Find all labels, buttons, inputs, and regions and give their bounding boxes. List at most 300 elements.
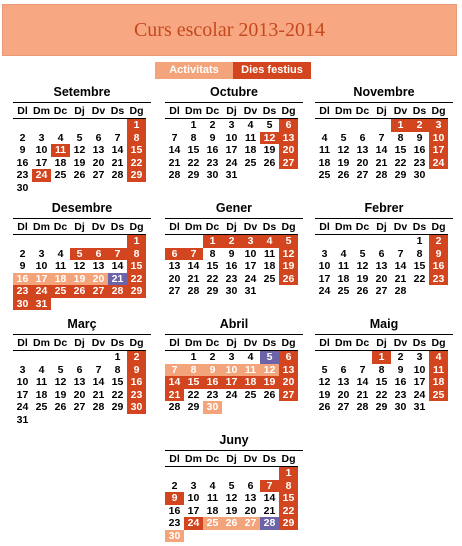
- day-cell: 24: [318, 285, 331, 297]
- weekday-header: Dm: [185, 453, 202, 465]
- day-cell: 17: [16, 388, 29, 401]
- day-cell: 5: [228, 479, 235, 492]
- weekday-header: Dm: [185, 221, 202, 233]
- day-cell: 11: [318, 144, 331, 156]
- day-cell-festiu: 5: [279, 235, 298, 248]
- day-cell: 28: [356, 401, 369, 413]
- month-grid: [13, 334, 151, 426]
- day-cell-activitat: 27: [241, 517, 260, 530]
- weekday-header: Ds: [410, 104, 429, 119]
- day-cell: 20: [375, 272, 388, 285]
- day-cell: 11: [35, 376, 48, 388]
- day-cell-activitat: 7: [165, 364, 184, 377]
- weekday-header: Dg: [279, 220, 298, 235]
- day-cell: 4: [340, 247, 347, 260]
- day-cell: 24: [413, 388, 426, 401]
- weekday-header: Dm: [185, 337, 202, 349]
- day-cell-festiu: 31: [32, 298, 51, 311]
- day-cell: 3: [38, 247, 45, 260]
- day-cell-festiu: 24: [32, 169, 51, 182]
- weekday-header: Dv: [241, 452, 260, 467]
- day-cell-festiu: 4: [260, 235, 279, 248]
- day-cell-festiu: 30: [13, 298, 32, 311]
- day-cell: 12: [318, 376, 331, 388]
- day-cell: 29: [375, 401, 388, 413]
- day-cell-activitat: 25: [203, 517, 222, 530]
- day-cell: 16: [16, 156, 29, 169]
- day-cell: 25: [318, 169, 331, 181]
- day-cell-festiu: 22: [279, 505, 298, 518]
- day-cell: 9: [416, 131, 423, 144]
- day-cell: 10: [225, 131, 238, 144]
- empty-cell: [353, 119, 372, 132]
- day-cell: 23: [225, 272, 238, 285]
- day-cell-festiu: 24: [32, 285, 51, 298]
- day-cell-festiu: 30: [127, 401, 146, 414]
- day-cell-festiu: 24: [429, 157, 448, 170]
- day-cell: 5: [359, 247, 366, 260]
- day-cell-festiu: 13: [279, 364, 298, 377]
- weekday-header: Dc: [51, 336, 70, 351]
- day-cell: 15: [111, 376, 124, 388]
- day-cell: 21: [92, 388, 105, 401]
- day-cell: 27: [375, 285, 388, 297]
- day-cell: 13: [337, 376, 350, 388]
- day-cell-especial: 21: [108, 273, 127, 286]
- empty-cell: [70, 235, 89, 248]
- empty-cell: [353, 235, 372, 248]
- day-cell-festiu: 20: [279, 376, 298, 389]
- day-cell: 30: [206, 169, 219, 181]
- day-cell: 29: [187, 401, 200, 413]
- day-cell: 22: [187, 388, 200, 401]
- day-cell-festiu: 27: [89, 285, 108, 298]
- day-cell: 5: [76, 131, 83, 144]
- day-cell: 7: [171, 131, 178, 144]
- empty-cell: [184, 235, 203, 248]
- day-cell: 12: [356, 260, 369, 272]
- weekday-header: Dm: [33, 337, 50, 349]
- day-cell: 17: [187, 504, 200, 517]
- empty-cell: [315, 351, 334, 364]
- day-cell: 4: [57, 131, 64, 144]
- day-cell-festiu: 15: [127, 144, 146, 157]
- month-grid: [165, 218, 303, 298]
- weekday-header: Dl: [165, 104, 184, 119]
- day-cell-activitat: 30: [165, 530, 184, 543]
- day-cell-festiu: 1: [127, 119, 146, 132]
- weekday-header: Dv: [391, 220, 410, 235]
- day-cell: 20: [168, 272, 181, 285]
- day-cell: 5: [340, 131, 347, 144]
- month-octubre: [165, 84, 303, 182]
- day-cell-festiu: 8: [279, 480, 298, 493]
- day-cell: 8: [416, 247, 423, 260]
- day-cell: 23: [16, 169, 29, 181]
- day-cell-festiu: 1: [203, 235, 222, 248]
- day-cell: 4: [321, 131, 328, 144]
- day-cell: 14: [111, 144, 124, 156]
- day-cell: 10: [244, 247, 257, 260]
- day-cell: 13: [168, 260, 181, 272]
- day-cell: 14: [111, 260, 124, 272]
- day-cell: 9: [228, 247, 235, 260]
- day-cell: 8: [378, 363, 385, 376]
- day-cell: 25: [244, 156, 257, 169]
- day-cell: 25: [337, 285, 350, 297]
- day-cell: 24: [244, 272, 257, 285]
- weekday-header: Dj: [372, 104, 391, 119]
- day-cell: 28: [187, 285, 200, 297]
- day-cell: 14: [92, 376, 105, 388]
- day-cell: 22: [206, 272, 219, 285]
- day-cell: 2: [171, 479, 178, 492]
- day-cell: 9: [19, 260, 26, 272]
- weekday-header: Dl: [315, 104, 334, 119]
- day-cell: 22: [375, 388, 388, 401]
- day-cell: 15: [206, 260, 219, 272]
- day-cell-activitat: 19: [70, 273, 89, 286]
- day-cell: 21: [394, 272, 407, 285]
- day-cell: 2: [19, 247, 26, 260]
- day-cell: 23: [206, 388, 219, 401]
- day-cell-festiu: 22: [127, 273, 146, 286]
- day-cell: 12: [54, 376, 67, 388]
- day-cell: 27: [168, 285, 181, 297]
- day-cell: 11: [54, 260, 67, 272]
- day-cell: 28: [168, 401, 181, 413]
- weekday-header: Ds: [410, 336, 429, 351]
- weekday-header: Ds: [260, 336, 279, 351]
- month-name: Novembre: [353, 85, 415, 99]
- day-cell: 31: [244, 285, 257, 297]
- day-cell: 14: [263, 492, 276, 504]
- day-cell: 6: [359, 131, 366, 144]
- month-marc: [13, 316, 151, 426]
- day-cell: 20: [244, 504, 257, 517]
- day-cell: 17: [413, 376, 426, 388]
- day-cell: 2: [209, 119, 216, 131]
- day-cell: 7: [378, 131, 385, 144]
- day-cell-festiu: 28: [108, 285, 127, 298]
- month-gener: [165, 200, 303, 298]
- day-cell: 5: [266, 119, 273, 131]
- weekday-header: Dm: [335, 221, 352, 233]
- day-cell-festiu: 2: [127, 351, 146, 364]
- day-cell-activitat: 12: [260, 364, 279, 377]
- day-cell-festiu: 16: [203, 376, 222, 389]
- day-cell-festiu: 7: [260, 480, 279, 493]
- day-cell: 3: [190, 479, 197, 492]
- month-grid: [315, 102, 453, 182]
- empty-cell: [70, 119, 89, 132]
- month-name: Maig: [369, 317, 399, 331]
- day-cell: 18: [244, 144, 257, 156]
- weekday-header: Dv: [89, 336, 108, 351]
- day-cell-festiu: 2: [222, 235, 241, 248]
- month-name: Març: [67, 317, 97, 331]
- day-cell: 22: [111, 388, 124, 401]
- day-cell: 18: [206, 504, 219, 517]
- legend: [155, 62, 311, 79]
- day-cell: 12: [73, 144, 86, 156]
- month-abril: [165, 316, 303, 414]
- day-cell: 3: [321, 247, 328, 260]
- month-febrer: [315, 200, 453, 298]
- day-cell: 19: [356, 272, 369, 285]
- weekday-header: Dv: [241, 104, 260, 119]
- empty-cell: [70, 351, 89, 364]
- empty-cell: [334, 235, 353, 248]
- weekday-header: Dj: [222, 336, 241, 351]
- day-cell: 13: [375, 260, 388, 272]
- empty-cell: [165, 467, 184, 480]
- empty-cell: [51, 351, 70, 364]
- empty-cell: [372, 119, 391, 132]
- empty-cell: [315, 235, 334, 248]
- day-cell: 26: [337, 169, 350, 181]
- day-cell: 25: [35, 401, 48, 413]
- day-cell: 21: [168, 156, 181, 169]
- day-cell: 28: [168, 169, 181, 181]
- day-cell: 9: [397, 363, 404, 376]
- weekday-header: Dv: [391, 336, 410, 351]
- empty-cell: [241, 467, 260, 480]
- weekday-header: Ds: [260, 220, 279, 235]
- day-cell: 10: [35, 144, 48, 156]
- day-cell: 11: [337, 260, 350, 272]
- empty-cell: [165, 351, 184, 364]
- month-novembre: [315, 84, 453, 182]
- day-cell: 14: [375, 144, 388, 156]
- day-cell-festiu: 7: [108, 248, 127, 261]
- weekday-header: Dg: [429, 104, 448, 119]
- weekday-header: Dm: [33, 105, 50, 117]
- empty-cell: [89, 235, 108, 248]
- empty-cell: [108, 235, 127, 248]
- month-maig: [315, 316, 453, 414]
- day-cell: 15: [394, 144, 407, 156]
- weekday-header: Dg: [429, 336, 448, 351]
- month-grid: [13, 102, 151, 194]
- weekday-header: Dc: [203, 104, 222, 119]
- day-cell: 12: [337, 144, 350, 156]
- month-grid: [165, 334, 303, 414]
- weekday-header: Dc: [353, 220, 372, 235]
- day-cell-festiu: 3: [429, 119, 448, 132]
- day-cell: 9: [209, 131, 216, 144]
- empty-cell: [32, 119, 51, 132]
- day-cell: 14: [356, 376, 369, 388]
- month-grid: [315, 334, 453, 414]
- day-cell-festiu: 9: [127, 364, 146, 377]
- day-cell: 6: [340, 363, 347, 376]
- day-cell: 19: [337, 156, 350, 169]
- weekday-header: Ds: [108, 220, 127, 235]
- day-cell: 10: [187, 492, 200, 504]
- day-cell: 18: [318, 156, 331, 169]
- day-cell: 4: [247, 351, 254, 363]
- day-cell-especial: 28: [260, 517, 279, 530]
- day-cell-festiu: 7: [184, 248, 203, 261]
- day-cell: 21: [111, 156, 124, 169]
- day-cell: 28: [111, 169, 124, 181]
- day-cell-festiu: 8: [127, 248, 146, 261]
- month-desembre: [13, 200, 151, 310]
- day-cell-festiu: 18: [429, 376, 448, 389]
- day-cell: 19: [263, 144, 276, 156]
- day-cell: 14: [394, 260, 407, 272]
- day-cell: 8: [397, 131, 404, 144]
- day-cell-festiu: 12: [279, 248, 298, 261]
- day-cell: 15: [187, 144, 200, 156]
- day-cell: 11: [206, 492, 219, 504]
- day-cell: 7: [114, 131, 121, 144]
- day-cell: 3: [228, 351, 235, 363]
- month-name: Setembre: [53, 85, 111, 99]
- day-cell: 20: [337, 388, 350, 401]
- weekday-header: Dj: [70, 220, 89, 235]
- day-cell: 16: [225, 260, 238, 272]
- day-cell: 19: [54, 388, 67, 401]
- day-cell-festiu: 23: [13, 285, 32, 298]
- weekday-header: Dv: [241, 220, 260, 235]
- day-cell: 2: [397, 351, 404, 363]
- empty-cell: [334, 119, 353, 132]
- weekday-header: Dg: [127, 104, 146, 119]
- empty-cell: [13, 119, 32, 132]
- day-cell: 5: [57, 363, 64, 376]
- day-cell: 8: [209, 247, 216, 260]
- day-cell: 31: [16, 413, 29, 426]
- legend-activitats: Activitats: [155, 62, 233, 79]
- day-cell: 8: [190, 131, 197, 144]
- day-cell-festiu: 14: [165, 376, 184, 389]
- day-cell-festiu: 15: [279, 492, 298, 505]
- month-name: Febrer: [364, 201, 404, 215]
- weekday-header: Dj: [70, 336, 89, 351]
- day-cell-festiu: 19: [279, 260, 298, 273]
- day-cell: 4: [209, 479, 216, 492]
- day-cell-activitat: 11: [241, 364, 260, 377]
- day-cell-festiu: 3: [241, 235, 260, 248]
- legend-festius: Dies festius: [233, 62, 311, 79]
- day-cell: 13: [92, 144, 105, 156]
- day-cell: 6: [76, 363, 83, 376]
- month-setembre: [13, 84, 151, 194]
- empty-cell: [372, 235, 391, 248]
- day-cell: 1: [114, 351, 121, 363]
- day-cell-activitat: 16: [13, 273, 32, 286]
- day-cell: 5: [321, 363, 328, 376]
- weekday-header: Dm: [335, 337, 352, 349]
- day-cell: 4: [247, 119, 254, 131]
- day-cell-festiu: 1: [391, 119, 410, 132]
- day-cell: 20: [73, 388, 86, 401]
- day-cell: 1: [416, 235, 423, 247]
- month-name: Desembre: [51, 201, 113, 215]
- weekday-header: Dm: [185, 105, 202, 117]
- weekday-header: Dm: [33, 221, 50, 233]
- weekday-header: Dl: [315, 336, 334, 351]
- weekday-header: Ds: [260, 104, 279, 119]
- day-cell: 13: [356, 144, 369, 156]
- day-cell: 31: [225, 169, 238, 181]
- day-cell: 29: [394, 169, 407, 181]
- empty-cell: [353, 351, 372, 364]
- weekday-header: Dc: [203, 452, 222, 467]
- day-cell: 30: [394, 401, 407, 413]
- day-cell-activitat: 20: [89, 273, 108, 286]
- day-cell-festiu: 6: [165, 248, 184, 261]
- empty-cell: [184, 467, 203, 480]
- day-cell: 31: [413, 401, 426, 413]
- empty-cell: [391, 235, 410, 248]
- day-cell: 4: [57, 247, 64, 260]
- weekday-header: Dv: [89, 220, 108, 235]
- day-cell-festiu: 23: [429, 273, 448, 286]
- weekday-header: Dl: [13, 104, 32, 119]
- day-cell: 13: [73, 376, 86, 388]
- weekday-header: Dg: [429, 220, 448, 235]
- month-grid: [315, 218, 453, 298]
- weekday-header: Dj: [222, 220, 241, 235]
- day-cell-festiu: 20: [279, 144, 298, 157]
- day-cell: 2: [209, 351, 216, 363]
- day-cell: 26: [73, 169, 86, 181]
- day-cell: 7: [359, 363, 366, 376]
- day-cell: 10: [413, 363, 426, 376]
- month-juny: [165, 432, 303, 542]
- weekday-header: Dl: [165, 336, 184, 351]
- day-cell: 20: [356, 156, 369, 169]
- weekday-header: Dg: [279, 336, 298, 351]
- weekday-header: Dc: [353, 104, 372, 119]
- empty-cell: [260, 467, 279, 480]
- day-cell: 23: [413, 156, 426, 169]
- day-cell: 3: [19, 363, 26, 376]
- weekday-header: Dc: [51, 220, 70, 235]
- day-cell-festiu: 27: [279, 157, 298, 170]
- day-cell: 21: [375, 156, 388, 169]
- day-cell: 10: [35, 260, 48, 272]
- empty-cell: [165, 119, 184, 132]
- day-cell-festiu: 12: [260, 132, 279, 145]
- day-cell: 30: [16, 181, 29, 194]
- day-cell: 28: [375, 169, 388, 181]
- day-cell: 15: [375, 376, 388, 388]
- day-cell: 27: [92, 169, 105, 181]
- empty-cell: [89, 119, 108, 132]
- weekday-header: Dv: [391, 104, 410, 119]
- day-cell: 16: [168, 504, 181, 517]
- day-cell-festiu: 11: [429, 364, 448, 377]
- weekday-header: Dc: [203, 220, 222, 235]
- weekday-header: Ds: [108, 336, 127, 351]
- day-cell-festiu: 21: [165, 389, 184, 402]
- day-cell: 11: [263, 247, 276, 260]
- day-cell: 18: [263, 260, 276, 272]
- day-cell: 23: [394, 388, 407, 401]
- weekday-header: Ds: [108, 104, 127, 119]
- weekday-header: Dl: [315, 220, 334, 235]
- day-cell: 30: [225, 285, 238, 297]
- day-cell-festiu: 29: [127, 169, 146, 182]
- day-cell: 10: [318, 260, 331, 272]
- day-cell: 6: [378, 247, 385, 260]
- month-grid: [165, 102, 303, 182]
- weekday-header: Dc: [51, 104, 70, 119]
